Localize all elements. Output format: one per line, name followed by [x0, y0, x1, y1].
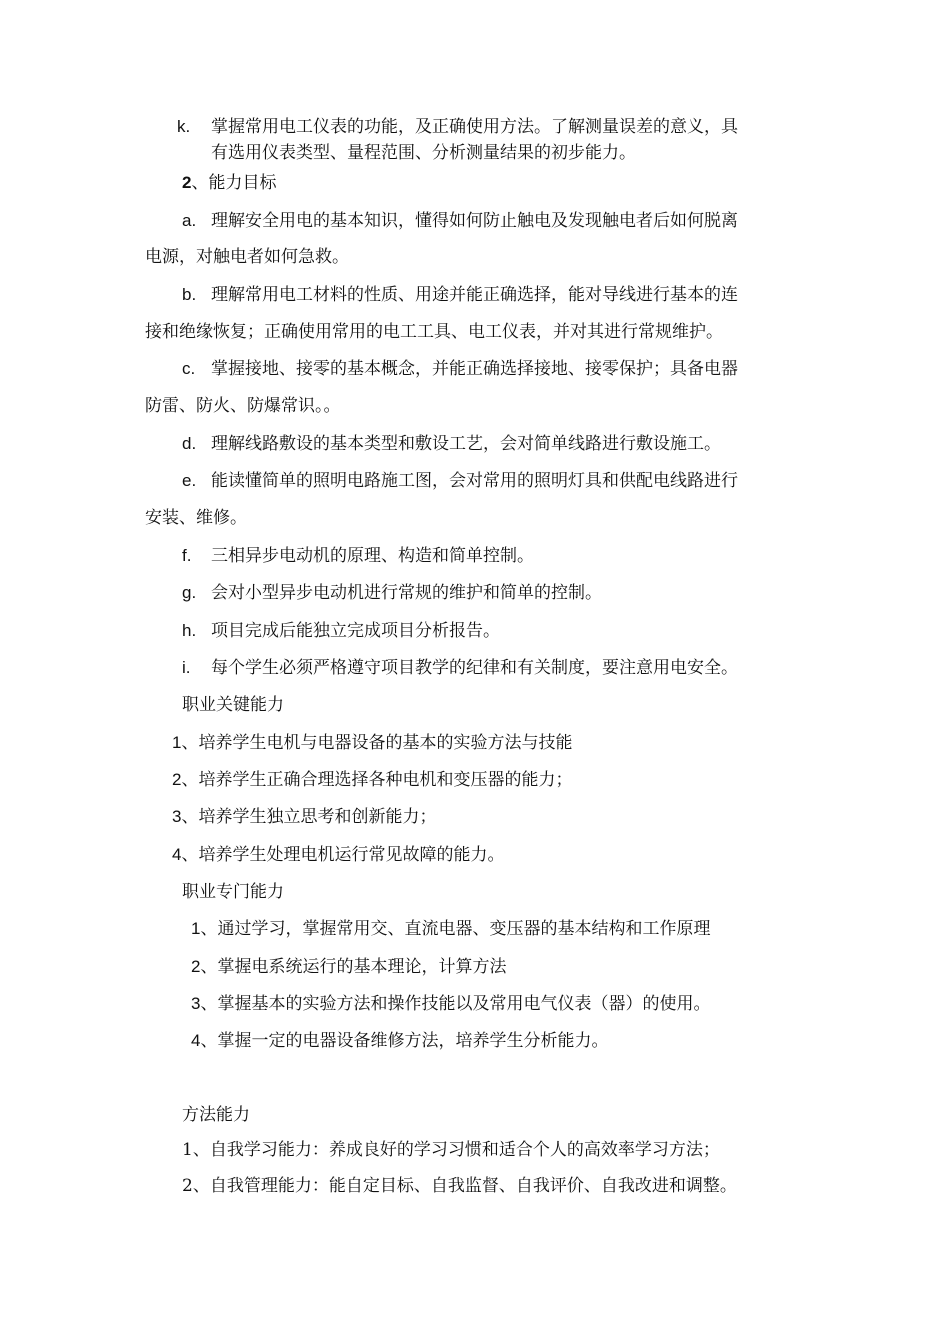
item-number: 1	[191, 919, 201, 938]
item-text: 、通过学习，掌握常用交、直流电器、变压器的基本结构和工作原理	[200, 919, 711, 939]
item-marker: a.	[182, 211, 197, 230]
item-k-continuation: 有选用仪表类型、量程范围、分析测量结果的初步能力。	[211, 143, 636, 163]
item-text: 、培养学生电机与电器设备的基本的实验方法与技能	[181, 733, 573, 753]
ability-item-c	[182, 358, 738, 380]
item-text: 、培养学生独立思考和创新能力；	[181, 807, 437, 827]
item-text: 、掌握电系统运行的基本理论，计算方法	[200, 957, 507, 977]
special-ability-item-4	[191, 1030, 608, 1052]
key-ability-title: 职业关键能力	[182, 695, 284, 715]
key-ability-item-4	[172, 844, 504, 866]
item-text-line1: 理解线路敷设的基本类型和敷设工艺，会对简单线路进行敷设施工。	[211, 434, 721, 454]
item-text: 、培养学生处理电机运行常见故障的能力。	[181, 845, 505, 865]
item-k	[177, 116, 738, 138]
item-text: 、培养学生正确合理选择各种电机和变压器的能力；	[181, 770, 573, 790]
ability-item-h	[182, 620, 500, 642]
item-text-line1: 会对小型异步电动机进行常规的维护和简单的控制。	[211, 583, 602, 603]
section-number: 2	[182, 173, 192, 192]
special-ability-title: 职业专门能力	[182, 882, 284, 902]
special-ability-item-3	[191, 993, 710, 1015]
item-number: 3	[191, 994, 201, 1013]
item-marker: g.	[182, 583, 197, 602]
item-text: 、掌握一定的电器设备维修方法，培养学生分析能力。	[200, 1031, 609, 1051]
item-text-line1: 理解安全用电的基本知识，懂得如何防止触电及发现触电者后如何脱离	[211, 211, 738, 231]
key-ability-item-3	[172, 806, 436, 828]
key-ability-item-1	[172, 732, 572, 754]
ability-item-c-continuation: 防雷、防火、防爆常识。。	[145, 396, 341, 416]
ability-item-b-continuation: 接和绝缘恢复；正确使用常用的电工工具、电工仪表，并对其进行常规维护。	[145, 322, 723, 342]
item-marker: b.	[182, 285, 197, 304]
method-ability-item-1: 1、自我学习能力：养成良好的学习习惯和适合个人的高效率学习方法；	[182, 1140, 720, 1160]
ability-item-i	[182, 657, 738, 679]
ability-item-d	[182, 433, 721, 455]
item-marker: k.	[177, 117, 191, 136]
item-text-line1: 掌握接地、接零的基本概念，并能正确选择接地、接零保护；具备电器	[211, 359, 738, 379]
item-marker: h.	[182, 621, 197, 640]
ability-item-g	[182, 582, 602, 604]
section-heading	[182, 172, 276, 194]
item-marker: e.	[182, 471, 197, 490]
ability-item-f	[182, 545, 534, 567]
section-title: 、能力目标	[191, 173, 277, 193]
item-number: 2	[191, 957, 201, 976]
item-number: 4	[191, 1031, 201, 1050]
ability-item-e-continuation: 安装、维修。	[145, 508, 247, 528]
item-number: 3	[172, 807, 182, 826]
item-text-line1: 掌握常用电工仪表的功能，及正确使用方法。了解测量误差的意义，具	[211, 117, 738, 137]
item-number: 2	[172, 770, 182, 789]
item-marker: i.	[182, 658, 191, 677]
special-ability-item-1	[191, 918, 710, 940]
item-text-line1: 每个学生必须严格遵守项目教学的纪律和有关制度，要注意用电安全。	[211, 658, 738, 678]
item-number: 1	[172, 733, 182, 752]
item-marker: f.	[182, 546, 192, 565]
method-ability-title: 方法能力	[182, 1105, 250, 1125]
item-text-line1: 三相异步电动机的原理、构造和简单控制。	[211, 546, 534, 566]
ability-item-e	[182, 470, 738, 492]
key-ability-item-2	[172, 769, 572, 791]
ability-item-b	[182, 284, 738, 306]
ability-item-a	[182, 210, 738, 232]
item-marker: c.	[182, 359, 196, 378]
item-text-line1: 项目完成后能独立完成项目分析报告。	[211, 621, 500, 641]
item-text-line1: 能读懂简单的照明电路施工图，会对常用的照明灯具和供配电线路进行	[211, 471, 738, 491]
item-text-line1: 理解常用电工材料的性质、用途并能正确选择，能对导线进行基本的连	[211, 285, 738, 305]
item-marker: d.	[182, 434, 197, 453]
special-ability-item-2	[191, 956, 506, 978]
method-ability-item-2: 2、自我管理能力：能自定目标、自我监督、自我评价、自我改进和调整。	[182, 1176, 737, 1196]
item-number: 4	[172, 845, 182, 864]
item-text: 、掌握基本的实验方法和操作技能以及常用电气仪表（器）的使用。	[200, 994, 711, 1014]
ability-item-a-continuation: 电源，对触电者如何急救。	[145, 247, 349, 267]
